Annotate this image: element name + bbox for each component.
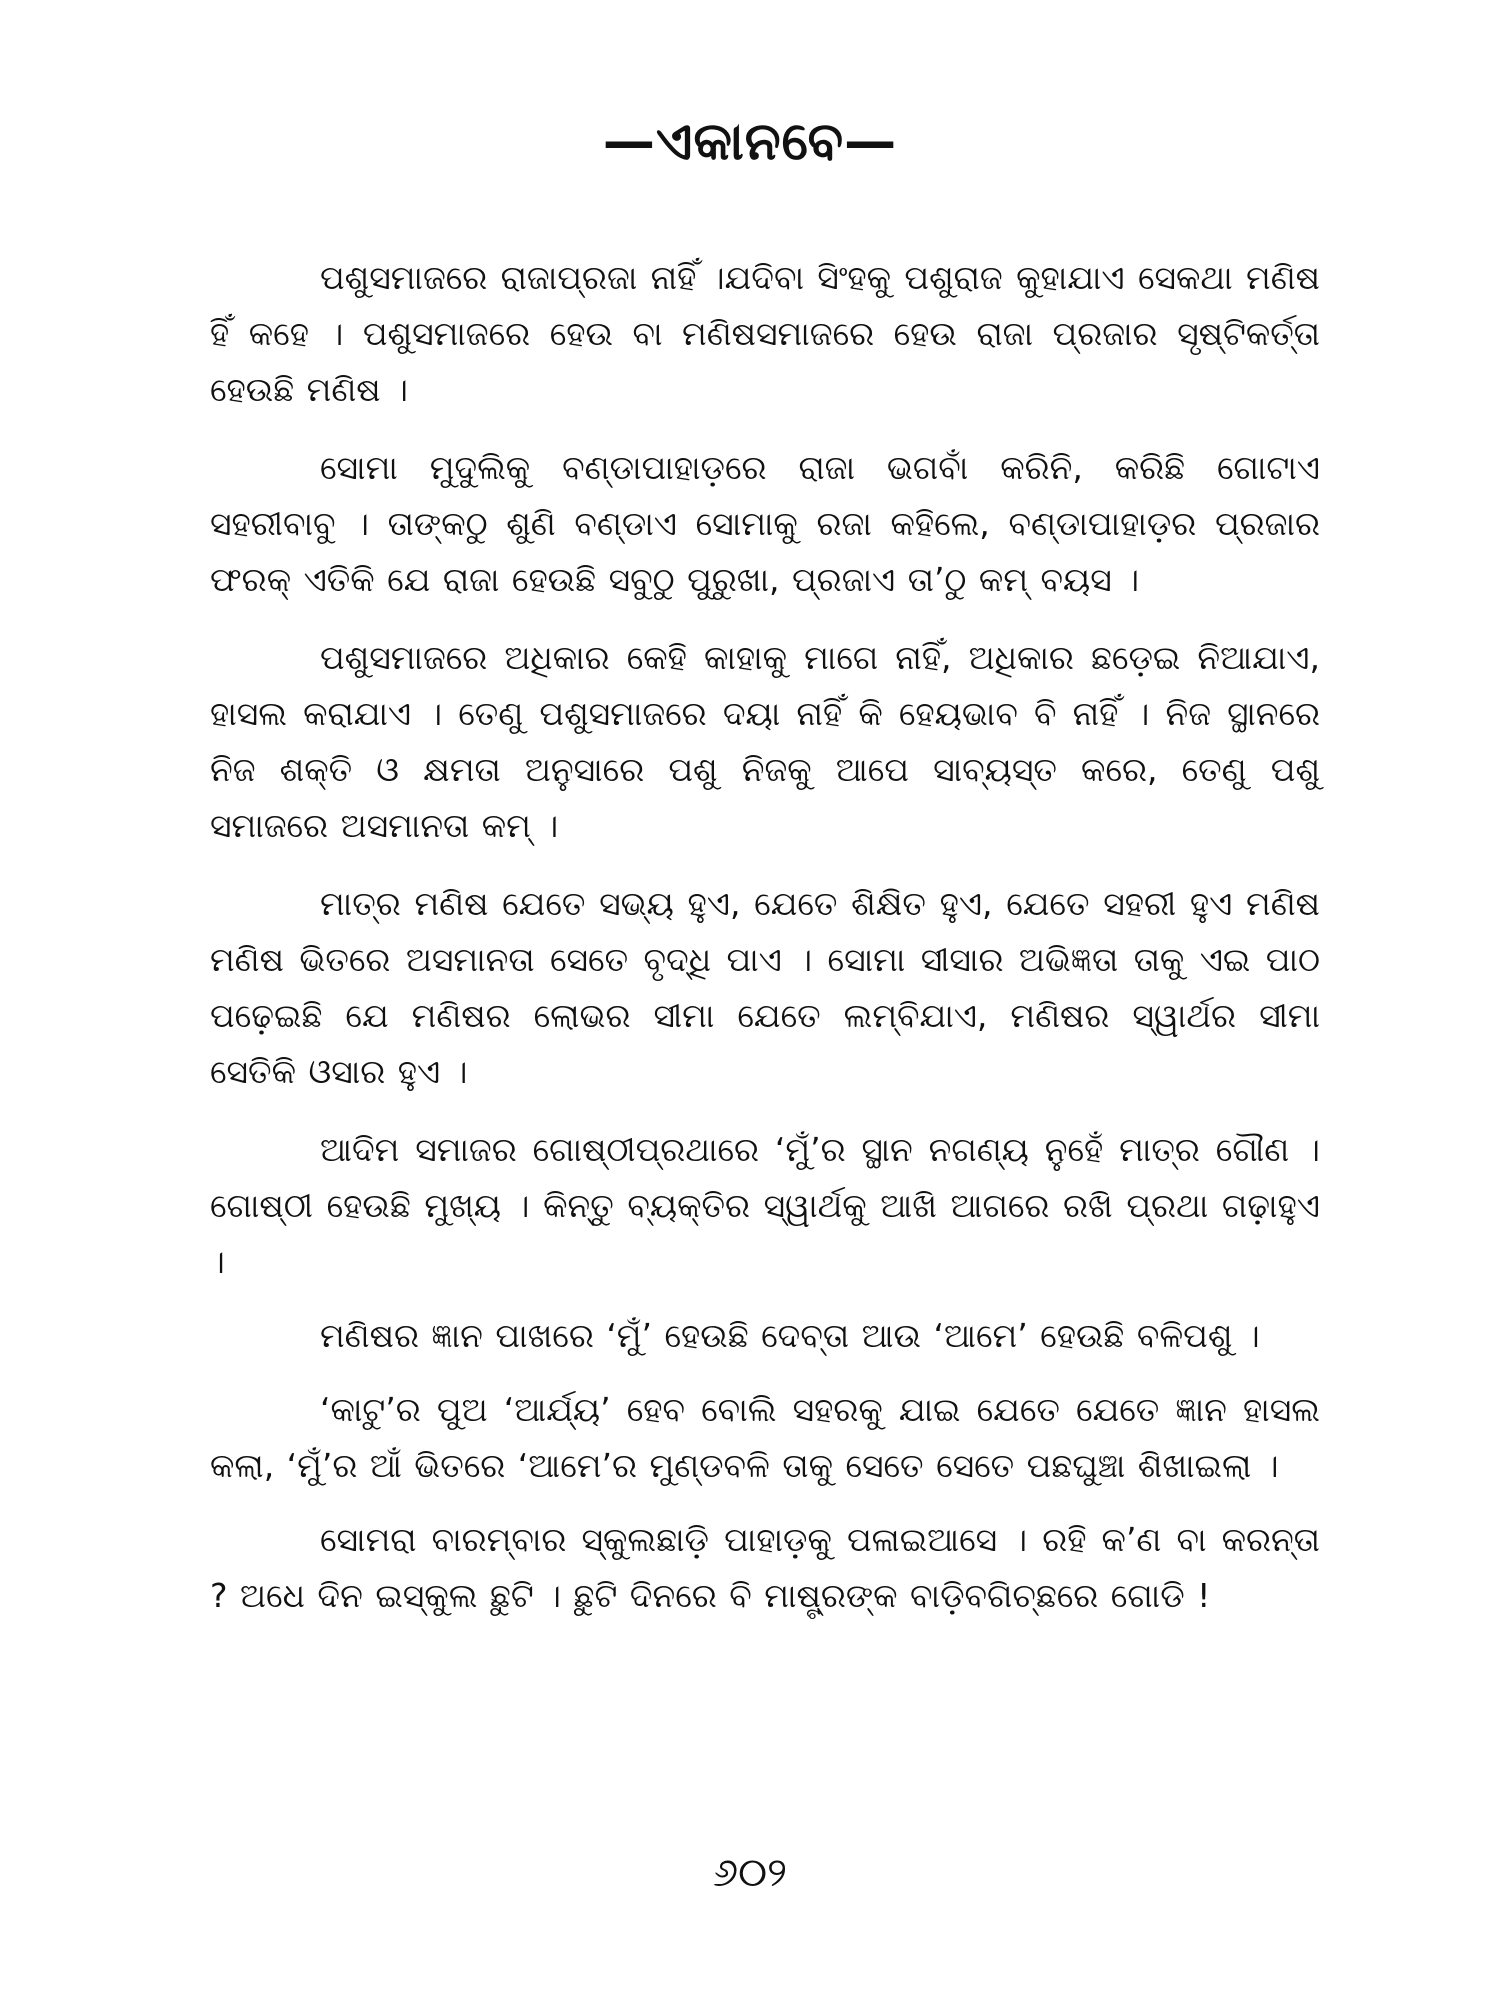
paragraph-5: ଆଦିମ ସମାଜର ଗୋଷ୍ଠୀପ୍ରଥାରେ ‘ମୁଁ’ର ସ୍ଥାନ ନଗଣ୍ୟ ନୁହେଁ ମାତ୍ର ଗୌଣ । ଗୋଷ୍ଠୀ ହେଉଛି ମୁଖ୍ୟ । କିନ୍ତୁ ବ୍ୟକ୍ତିର ସ୍ୱାର୍ଥକୁ ଆଖି ଆଗରେ ରଖି ପ୍ରଥା ଗଢ଼ାହୁଏ । [210,1130,1320,1281]
body-text [210,250,1320,1642]
paragraph-8: ସୋମରା ବାରମ୍ବାର ସ୍କୁଲଛାଡ଼ି ପାହାଡ଼କୁ ପଳାଇଆସେ । ରହି କ’ଣ ବା କରନ୍ତା ? ଅଧେ ଦିନ ଇସ୍‌କୁଲ ଛୁଟି । ଛୁଟି ଦିନରେ ବି ମାଷ୍ଟ୍ରଙ୍କ ବାଡ଼ିବଗିଚ୍ଛରେ ଗୋଡି ! [210,1520,1320,1615]
paragraph-2: ସୋମା ମୁଦୁଲିକୁ ବଣ୍ଡାପାହାଡ଼ରେ ରାଜା ଭଗବାଁ କରିନି, କରିଛି ଗୋଟାଏ ସହରୀବାବୁ । ତାଙ୍କଠୁ ଶୁଣି ବଣ୍ଡାଏ ସୋମାକୁ ରଜା କହିଲେ, ବଣ୍ଡାପାହାଡ଼ର ପ୍ରଜାର ଫରକ୍ ଏତିକି ଯେ ରାଜା ହେଉଛି ସବୁଠୁ ପୁରୁଖା, ପ୍ରଜାଏ ତା’ଠୁ କମ୍ ବୟସ । [210,448,1320,599]
paragraph-6: ମଣିଷର ଜ୍ଞାନ ପାଖରେ ‘ମୁଁ’ ହେଉଛି ଦେବ୍‌ତା ଆଉ ‘ଆମେ’ ହେଉଛି ବଳିପଶୁ । [320,1316,1260,1355]
paragraph-3: ପଶୁସମାଜରେ ଅଧିକାର କେହି କାହାକୁ ମାଗେ ନାହିଁ, ଅଧିକାର ଛଡ଼େଇ ନିଆଯାଏ, ହାସଲ କରାଯାଏ । ତେଣୁ ପଶୁସମାଜରେ ଦୟା ନାହିଁ କି ହେୟଭାବ ବି ନାହିଁ । ନିଜ ସ୍ଥାନରେ ନିଜ ଶକ୍ତି ଓ କ୍ଷମତା ଅନୁସାରେ ପଶୁ ନିଜକୁ ଆପେ ସାବ୍ୟସ୍ତ କରେ, ତେଣୁ ପଶୁ ସମାଜରେ ଅସମାନତା କମ୍ । [210,638,1320,845]
page-number: ୬୦୨ [713,1850,787,1896]
paragraph-4: ମାତ୍ର ମଣିଷ ଯେତେ ସଭ୍ୟ ହୁଏ, ଯେତେ ଶିକ୍ଷିତ ହୁଏ, ଯେତେ ସହରୀ ହୁଏ ମଣିଷ ମଣିଷ ଭିତରେ ଅସମାନତା ସେତେ ବୃଦ୍ଧି ପାଏ । ସୋମା ସୀସାର ଅଭିଜ୍ଞତା ତାକୁ ଏଇ ପାଠ ପଢ଼େଇଛି ଯେ ମଣିଷର ଲୋଭର ସୀମା ଯେତେ ଲମ୍ବିଯାଏ, ମଣିଷର ସ୍ୱାର୍ଥର ସୀମା ସେତିକି ଓସାର ହୁଏ । [210,884,1320,1091]
chapter-title: —ଏକାନବେ— [602,112,898,172]
paragraph-1: ପଶୁସମାଜରେ ରାଜାପ୍ରଜା ନାହିଁ ।ଯଦିବା ସିଂହକୁ ପଶୁରାଜ କୁହାଯାଏ ସେକଥା ମଣିଷ ହିଁ କହେ । ପଶୁସମାଜରେ ହେଉ ବା ମଣିଷସମାଜରେ ହେଉ ରାଜା ପ୍ରଜାର ସୃଷ୍ଟିକର୍ତ୍ତା ହେଉଛି ମଣିଷ । [210,258,1320,409]
paragraph-7: ‘କାଟୁ’ର ପୁଅ ‘ଆର୍ଯ୍ୟ’ ହେବ ବୋଲି ସହରକୁ ଯାଇ ଯେତେ ଯେତେ ଜ୍ଞାନ ହାସଲ କଲା, ‘ମୁଁ’ର ଆଁ ଭିତରେ ‘ଆମେ’ର ମୁଣ୍ଡବଳି ତାକୁ ସେତେ ସେତେ ପଛଘୁଞ୍ଚା ଶିଖାଇଲା । [210,1390,1320,1485]
